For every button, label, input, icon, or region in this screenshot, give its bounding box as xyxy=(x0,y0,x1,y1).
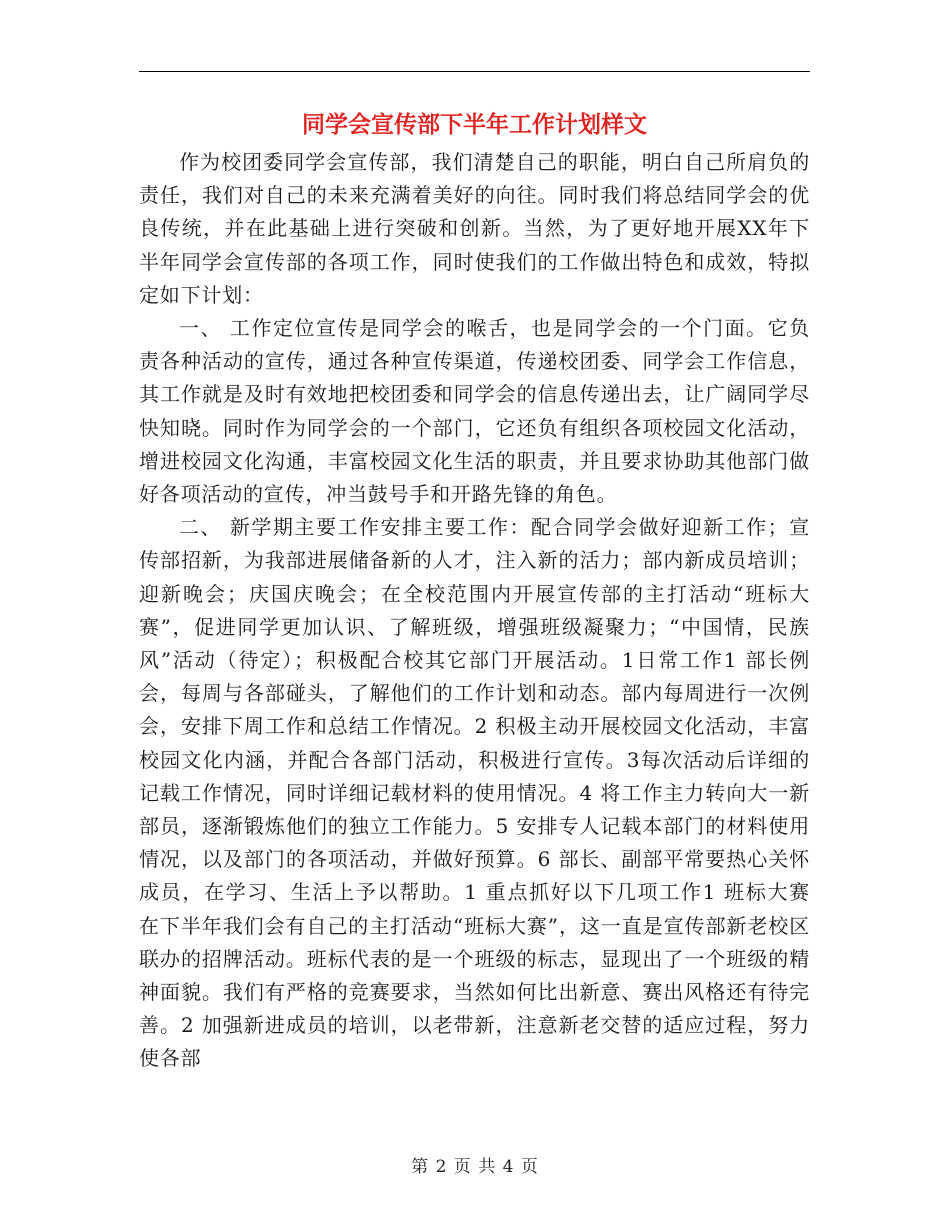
paragraph-section-1: 一、 工作定位宣传是同学会的喉舌，也是同学会的一个门面。它负责各种活动的宣传，通过各种宣传渠道，传递校团委、同学会工作信息，其工作就是及时有效地把校团委和同学会的信息传递出去，让广阔同学尽快知晓。同时作为同学会的一个部门，它还负有组织各项校园文化活动，增进校园文化沟通，丰富校园文化生活的职责，并且要求协助其他部门做好各项活动的宣传，冲当鼓号手和开路先锋的角色。 xyxy=(139,316,810,507)
document-body xyxy=(139,146,810,1076)
page-number-footer: 第 2 页 共 4 页 xyxy=(411,1157,539,1177)
document-title: 同学会宣传部下半年工作计划样文 xyxy=(302,111,647,138)
header-rule xyxy=(139,71,810,72)
paragraph-section-2: 二、 新学期主要工作安排主要工作：配合同学会做好迎新工作；宣传部招新，为我部进展储备新的人才，注入新的活力；部内新成员培训；迎新晚会；庆国庆晚会；在全校范围内开展宣传部的主打活动“班标大赛”，促进同学更加认识、了解班级，增强班级凝聚力；“中国情，民族风”活动（待定）；积极配合校其它部门开展活动。1日常工作1 部长例会，每周与各部碰头，了解他们的工作计划和动态。部内每周进行一次例会，安排下周工作和总结工作情况。2 积极主动开展校园文化活动，丰富校园文化内涵，并配合各部门活动，积极进行宣传。3每次活动后详细的记载工作情况，同时详细记载材料的使用情况。4 将工作主力转向大一新部员，逐渐锻炼他们的独立工作能力。5 安排专人记载本部门的材料使用情况，以及部门的各项活动，并做好预算。6 部长、副部平常要热心关怀成员，在学习、生活上予以帮助。1 重点抓好以下几项工作1 班标大赛 在下半年我们会有自己的主打活动“班标大赛”，这一直是宣传部新老校区联办的招牌活动。班标代表的是一个班级的标志，显现出了一个班级的精神面貌。我们有严格的竞赛要求，当然如何比出新意、赛出风格还有待完善。2 加强新进成员的培训，以老带新，注意新老交替的适应过程，努力使各部 xyxy=(139,515,810,1071)
paragraph-intro: 作为校团委同学会宣传部，我们清楚自己的职能，明白自己所肩负的责任，我们对自己的未来充满着美好的向往。同时我们将总结同学会的优良传统，并在此基础上进行突破和创新。当然，为了更好地开展XX年下半年同学会宣传部的各项工作，同时使我们的工作做出特色和成效，特拟定如下计划： xyxy=(139,150,810,307)
